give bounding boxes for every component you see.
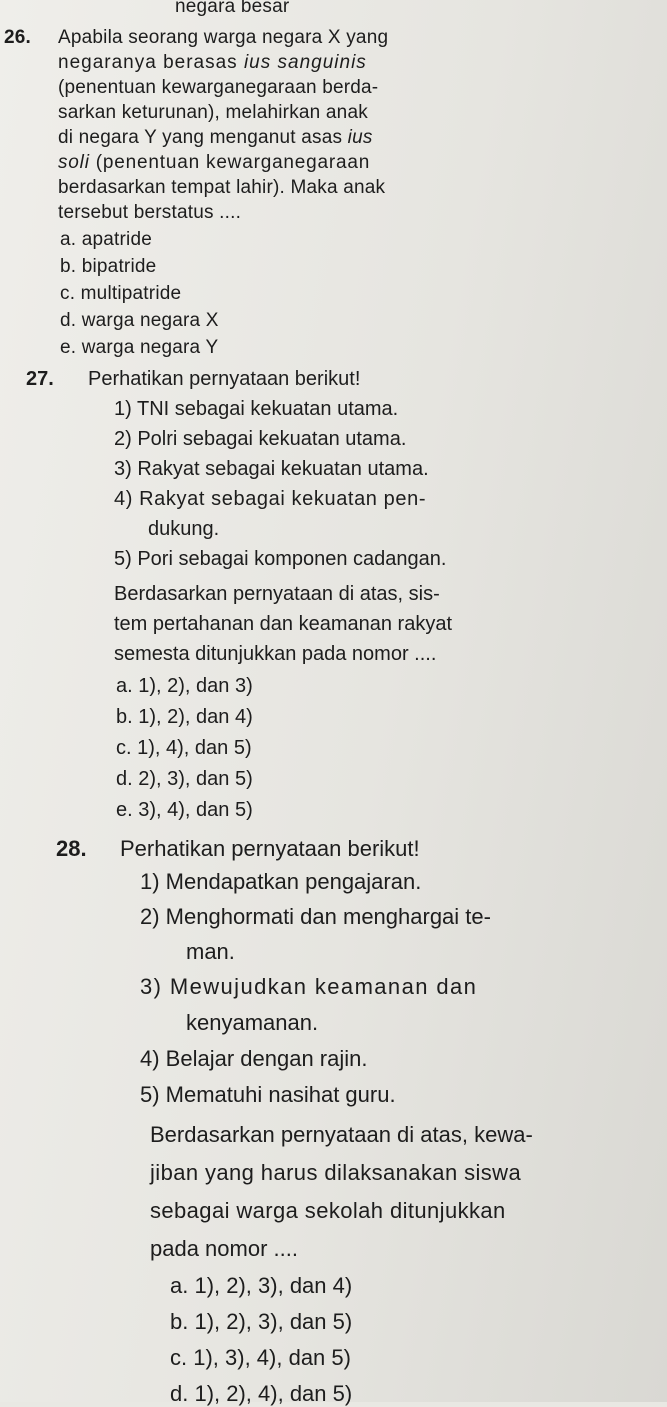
q26-line-4: sarkan keturunan), melahirkan anak: [58, 102, 368, 123]
q26-line-3: (penentuan kewarganegaraan berda-: [58, 77, 379, 98]
q27-statement-4: 4) Rakyat sebagai kekuatan pen-: [114, 488, 427, 510]
q28-statement-2: 2) Menghormati dan menghargai te-: [140, 904, 491, 929]
q27-question-1: Berdasarkan pernyataan di atas, sis-: [114, 583, 440, 605]
q26-line-1: Apabila seorang warga negara X yang: [58, 27, 389, 48]
question-28-number: 28.: [56, 836, 87, 861]
q26-line-5: di negara Y yang menganut asas ius: [58, 127, 373, 148]
q27-option-c: c. 1), 4), dan 5): [116, 737, 252, 759]
q27-option-e: e. 3), 4), dan 5): [116, 799, 253, 821]
q28-statement-5: 5) Mematuhi nasihat guru.: [140, 1082, 396, 1107]
q27-option-b: b. 1), 2), dan 4): [116, 706, 253, 728]
q26-line-2: negaranya berasas ius sanguinis: [58, 52, 367, 73]
q26-option-e: e. warga negara Y: [60, 337, 219, 358]
q28-statement-3-cont: kenyamanan.: [186, 1010, 319, 1035]
question-27-number: 27.: [26, 368, 54, 390]
q26-option-b: b. bipatride: [60, 256, 157, 277]
q26-line-7: berdasarkan tempat lahir). Maka anak: [58, 177, 386, 198]
q28-option-d: d. 1), 2), 4), dan 5): [170, 1381, 353, 1406]
q27-statement-4-cont: dukung.: [148, 518, 220, 540]
header-fragment: negara besar: [175, 0, 290, 17]
q27-question-2: tem pertahanan dan keamanan rakyat: [114, 613, 452, 635]
q26-option-c: c. multipatride: [60, 283, 182, 304]
q28-question-4: pada nomor ....: [150, 1236, 298, 1261]
q28-statement-4: 4) Belajar dengan rajin.: [140, 1046, 368, 1071]
q26-option-a: a. apatride: [60, 229, 152, 250]
q27-prompt: Perhatikan pernyataan berikut!: [88, 368, 361, 390]
q28-option-b: b. 1), 2), 3), dan 5): [170, 1309, 353, 1334]
q27-statement-2: 2) Polri sebagai kekuatan utama.: [114, 428, 407, 450]
q28-prompt: Perhatikan pernyataan berikut!: [120, 836, 420, 861]
q27-option-a: a. 1), 2), dan 3): [116, 675, 253, 697]
q28-option-c: c. 1), 3), 4), dan 5): [170, 1345, 351, 1370]
q26-line-8: tersebut berstatus ....: [58, 202, 242, 223]
question-26-number: 26.: [4, 27, 32, 48]
q27-statement-5: 5) Pori sebagai komponen cadangan.: [114, 548, 447, 570]
q28-option-a: a. 1), 2), 3), dan 4): [170, 1273, 353, 1298]
q28-question-3: sebagai warga sekolah ditunjukkan: [150, 1198, 506, 1223]
q27-statement-1: 1) TNI sebagai kekuatan utama.: [114, 398, 399, 420]
q27-question-3: semesta ditunjukkan pada nomor ....: [114, 643, 437, 665]
q26-line-6: soli (penentuan kewarganegaraan: [58, 152, 371, 173]
q26-option-d: d. warga negara X: [60, 310, 219, 331]
q28-question-1: Berdasarkan pernyataan di atas, kewa-: [150, 1122, 533, 1147]
q28-question-2: jiban yang harus dilaksanakan siswa: [150, 1160, 522, 1185]
q28-statement-2-cont: man.: [186, 939, 235, 964]
q27-statement-3: 3) Rakyat sebagai kekuatan utama.: [114, 458, 429, 480]
q27-option-d: d. 2), 3), dan 5): [116, 768, 253, 790]
q28-statement-3: 3) Mewujudkan keamanan dan: [140, 974, 478, 999]
q28-statement-1: 1) Mendapatkan pengajaran.: [140, 869, 422, 894]
